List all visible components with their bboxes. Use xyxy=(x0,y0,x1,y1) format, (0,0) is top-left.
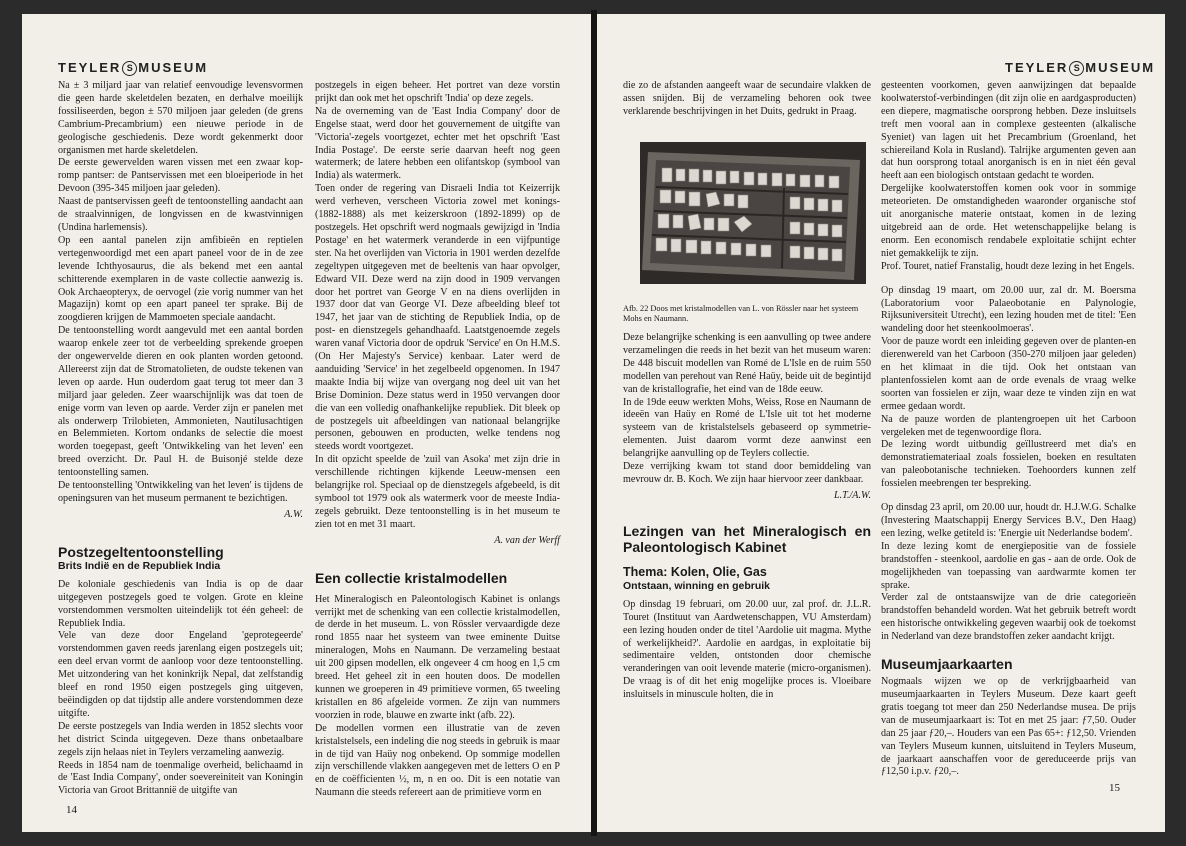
page-number: 14 xyxy=(66,804,77,816)
paragraph: Voor de pauze wordt een inleiding gegeven over de planten-en dierenwereld van het Carboon (350-270 miljoen jaar geleden) en het klimaat in die tijd. Ook het ontstaan van plantenfossielen komt aan de orde evenals de vraag welke soorten van fossielen er zijn, waar deze te vinden zijn en wat ermee gedaan wordt. xyxy=(881,336,1136,412)
paragraph: Toen onder de regering van Disraeli India tot Keizerrijk werd verheven, verscheen Victoria zowel met konings- (1882-1888) als met keizerskroon (1892-1899) op de postzegels. Het opschrift werd nogmaals gewijzigd in 'India Postage' en het watermerk veranderde in een vijfpuntige ster. Na het overlijden van Victoria in 1901 werden dezelfde zegeltypen uitgegeven met de beeltenis van haar opvolger, Edward VII. Deze werd na zijn dood in 1909 vervangen door het portret van George V en na diens overlijden in 1937 door dat van George VI. Deze afbeelding bleef tot 1947, het jaar van de stichting de Republiek India, op de post- en dienstzegels gehandhaafd. Laatstgenoemde zegels waren vanaf Victoria door de opdruk 'Service' en On H.M.S. (On Her Majesty's Service) kenbaar. Later werd de aanduiding 'Service' in het zegelbeeld opgenomen. In 1947 maakte India bij wijze van overgang nog deel uit van het Brise Dominion. Deze status werd in 1950 vervangen door die van een volledig onafhankelijke republiek. Dit bleek op de postzegels uit afbeeldingen van nationaal belangrijke personen, gebouwen en producten, welke tendens nog steeds wordt voortgezet. xyxy=(315,183,560,453)
paragraph: Op dinsdag 19 februari, om 20.00 uur, zal prof. dr. J.L.R. Touret (Instituut van Aardwetenschappen, VU Amsterdam) een lezing houden onder de titel 'Aardolie uit magma. Mythe of werkelijkheid?'. Aardolie en aardgas, in exploitatie bij sedimentaire velden, ontstonden door chemische veranderingen van ooit levende materie (micro-organismen). De vraag is of dit het enig mogelijke proces is. Vloeibare insluitsels in minuscule holten, die in xyxy=(623,598,871,701)
section-title-lezingen: Lezingen van het Mineralogisch en Paleontologisch Kabinet xyxy=(623,522,871,555)
paragraph: Reeds in 1854 nam de toenmalige overheid, belichaamd in de 'East India Company', onder soevereiniteit van Koningin Victoria van Groot Brittannië de uitgifte van xyxy=(58,759,303,797)
paragraph: In dit opzicht speelde de 'zuil van Asoka' met zijn drie in verschillende richtingen kijkende Leeuw-mensen een belangrijke rol. Speciaal op de dienstzegels afgebeeld, is dit symbool tot 1979 ook als watermerk voor de meeste India-zegels gebruikt. Deze tentoonstelling is in het museum te zien tot en met 31 maart. xyxy=(315,454,560,530)
signature: A.W. xyxy=(284,508,303,520)
paragraph: Het Mineralogisch en Paleontologisch Kabinet is onlangs verrijkt met de schenking van een collectie kristalmodellen, de derde in het museum. L. von Rössler vervaardigde deze rond 1855 naar het systeem van twee eminente Duitse mineralogen, Mohs en Naumann. De verzameling bestaat uit 200 gipsen modellen, elk ongeveer 4 cm hoog en 1,5 cm breed. Het geheel zit in een houten doos. De modellen kunnen we groeperen in 49 primitieve vormen, 65 tweeling kristallen en 86 afgeleide vormen. Ze zijn van nummers voorzien in rode, blauwe en zwarte inkt (afb. 22). xyxy=(315,593,560,721)
seal-icon: S xyxy=(1069,61,1084,76)
paragraph: De tentoonstelling wordt aangevuld met een aantal borden waarop enkele zeer tot de verbeelding sprekende groepen der ongewervelde dieren en ook planten worden getoond. Allereerst zijn dat de Stromatolieten, de oudste tekenen van leven op aarde. Hun ouderdom gaat terug tot meer dan 3 miljard jaar geleden. Zeer waarschijnlijk was dat toen de enige vorm van leven op aarde. Verder zijn er panelen met als onderwerp Trilobieten, Ammonieten, Nautilusachtigen en Belemmieten. Kortom ondanks de selectie die moest worden toegepast, geeft 'Ontwikkeling van het leven' een breed overzicht. Dr. Paul H. de Buisonjé stelde deze tentoonstelling samen. xyxy=(58,325,303,479)
seal-icon: S xyxy=(122,61,137,76)
left-column-2 xyxy=(315,80,560,800)
crystal-models-photo xyxy=(640,142,866,284)
paragraph: die zo de afstanden aangeeft waar de secundaire vlakken de assen snijden. Bij de verzameling behoren ook twee verklarende beschrijvingen in het Duits, gedrukt in Praag. xyxy=(623,80,871,117)
paragraph: Op een aantal panelen zijn amfibieën en reptielen vertegenwoordigd met een apart paneel voor de in de zee levende Ichthyosaurus, die als bekend met een aantal schitterende exemplaren in de vaste collectie aanwezig is. Ook Archaeopteryx, de oervogel (zie vorig nummer van het Magazijn) komt op een apart paneel ter sprake. Bij de zoogdieren krijgen de Mammoeten speciale aandacht. xyxy=(58,234,303,324)
teyler-museum-logo: TEYLER S MUSEUM xyxy=(58,60,209,75)
paragraph: De koloniale geschiedenis van India is op de daar uitgegeven postzegels goed te volgen. Grote en kleine vorstendommen versmolten uiteindelijk tot één geheel: de Republiek India. xyxy=(58,578,303,629)
paragraph: Verder zal de ontstaanswijze van de drie categorieën brandstoffen behandeld worden. Wat het gebruik betreft wordt een historische ontwikkeling gegeven waarbij ook de toekomst in Nederland van deze brandstoffen zeker aandacht krijgt. xyxy=(881,592,1136,643)
thema-title: Thema: Kolen, Olie, Gas xyxy=(623,564,767,579)
paragraph: postzegels in eigen beheer. Het portret van deze vorstin prijkt dan ook met het opschrift 'India' op deze zegels. xyxy=(315,80,560,104)
page-number: 15 xyxy=(1109,782,1120,794)
left-column-1 xyxy=(58,80,303,798)
right-column-1-lower xyxy=(623,332,871,702)
paragraph: In de 19de eeuw werkten Mohs, Weiss, Rose en Naumann de ideeën van Haüy en Romé de L'Isle uit tot het moderne systeem van de kristalstelsels gebaseerd op symmetrie-elementen. Juist daarom vormt deze aanwinst een belangrijke aanvulling op de Teylers collectie. xyxy=(623,396,871,460)
paragraph: Prof. Touret, natief Franstalig, houdt deze lezing in het Engels. xyxy=(881,260,1135,272)
paragraph: De tentoonstelling 'Ontwikkeling van het leven' is tijdens de openingsuren van het museum permanent te bezichtigen. xyxy=(58,480,303,504)
paragraph: Na ± 3 miljard jaar van relatief eenvoudige levensvormen die geen harde skeletdelen bezaten, en derhalve moeilijk fossiliseerden, begon ± 570 miljoen jaar geleden (de grens Cambrium-Precambrium) een nieuwe periode in de geologische geschiedenis. Deze wordt gekenmerkt door organismen met harde skeletdelen. xyxy=(58,80,303,156)
paragraph: Op dinsdag 19 maart, om 20.00 uur, zal dr. M. Boersma (Laboratorium voor Palaeobotanie en Palynologie, Rijksuniversiteit Utrecht), een lezing houden met de titel: 'Een wandeling door het steenkoolmoeras'. xyxy=(881,284,1136,335)
paragraph: Deze belangrijke schenking is een aanvulling op twee andere verzamelingen die reeds in het bezit van het museum waren: De 448 biscuit modellen van Romé de L'Isle en de ruim 550 modellen van perehout van René Haüy, beide uit de begintijd van de kristallografie, het eind van de 18de eeuw. xyxy=(623,332,871,395)
signature: L.T./A.W. xyxy=(833,489,871,501)
thema-subtitle: Ontstaan, winning en gebruik xyxy=(623,579,771,592)
paragraph: De modellen vormen een illustratie van de zeven kristalstelsels, een indeling die nog steeds in gebruik is maar in de tijd van Haüy nog onbekend. Op sommige modellen zijn verschillende vlakken aangegeven met de letters O en P en de coëfficienten ½, m, n en oo. Dit is een notatie van Naumann die steeds refereert aan de primitieve vorm en xyxy=(315,722,560,799)
paragraph: Vele van deze door Engeland 'geprotegeerde' vorstendommen gaven reeds jarenlang eigen postzegels uit; een deel ervan vormt de aanloop voor deze tentoonstelling. Met uitzondering van het koninkrijk Nepal, dat zelfstandig bleef en rond 1950 eigen postzegels ging uitgeven, beëindigden op dat tijdstip alle andere vorstendommen deze uitgifte. xyxy=(58,630,303,719)
section-title-postzegel: Postzegeltentoonstelling xyxy=(58,543,224,560)
paragraph: De eerste gewervelden waren vissen met een zwaar kop-romp pantser: de Pantservissen met een bloeiperiode in het Devoon (395-345 miljoen jaar geleden). xyxy=(58,157,303,195)
paragraph: De lezing wordt uitbundig geïllustreerd met dia's en demonstratiemateriaal zoals fossielen, boeken en resultaten van paleobotanische technieken. Toehoorders kunnen zelf fossielen meebrengen ter bespreking. xyxy=(881,439,1136,490)
right-column-1 xyxy=(623,80,871,119)
paragraph: In deze lezing komt de energiepositie van de fossiele brandstoffen - steenkool, aardolie en gas - aan de orde. Ook de mogelijkheden van toepassing van aardwarmte komen ter sprake. xyxy=(881,540,1136,591)
section-title-museumjaarkaarten: Museumjaarkaarten xyxy=(881,656,1013,673)
figure-caption: Afb. 22 Doos met kristalmodellen van L. von Rössler naar het systeem Mohs en Naumann. xyxy=(623,304,859,323)
paragraph: Nogmaals wijzen we op de verkrijgbaarheid van museumjaarkaarten in Teylers Museum. Deze kaart geeft gratis toegang tot meer dan 250 Nederlandse musea. De prijs van de museumjaarkaart is: Tot en met 25 jaar: ƒ7,50. Ouder dan 25 jaar ƒ20,–. Houders van een Pas 65+: ƒ12,50. Vrienden van Teylers Museum kunnen, uitsluitend in Teylers Museum, de jaarkaart aanschaffen voor de gereduceerde prijs van ƒ12,50 i.p.v. ƒ20,–. xyxy=(881,676,1136,778)
paragraph: Op dinsdag 23 april, om 20.00 uur, houdt dr. H.J.W.G. Schalke (Investering Maatschappij Energy Services B.V., Den Haag) een lezing, welke getiteld is: 'Energie uit Nederlandse bodem'. xyxy=(881,502,1136,539)
paragraph: Dergelijke koolwaterstoffen komen ook voor in sommige meteorieten. De omstandigheden waaronder organische stof uit anorganische materie ontstaat, komen in de lezing uitgebreid aan de orde. Het wetenschappelijke belang is enorm. Een economisch rendabele exploitatie schijnt echter niet gemakkelijk te zijn. xyxy=(881,183,1136,259)
left-page xyxy=(22,14,591,832)
signature: A. van der Werff xyxy=(494,534,560,546)
right-page xyxy=(597,14,1165,832)
section-title-kristal: Een collectie kristalmodellen xyxy=(315,569,508,586)
right-column-2 xyxy=(881,80,1136,779)
paragraph: De eerste postzegels van India werden in 1852 slechts voor het district Scinda uitgegeven. Deze thans onbetaalbare zegels zijn helaas niet in Teylers verzameling aanwezig. xyxy=(58,720,303,758)
paragraph: gesteenten voorkomen, geven aanwijzingen dat bepaalde koolwaterstof-verbindingen (dit zijn olie en aardgasproducten) een diepere, magmatische oorsprong hebben. Deze insluitsels treft men vooral aan in complexe gesteenten (alkalische Syeniet) van lagen uit het Precambrium (Groenland, het schiereiland Kola in Rusland). Talrijke argumenten geven aan dat hun oorsprong totaal anorganisch is en in niet één geval heeft aan een biologisch ontstaan gedacht te worden. xyxy=(881,80,1136,182)
paragraph: Na de pauze worden de plantengroepen uit het Carboon vergeleken met de tegenwoordige flora. xyxy=(881,413,1136,438)
paragraph: Na de overneming van de 'East India Company' door de Engelse staat, werd door het gouvernement de uitgifte van 'Victoria'-zegels voortgezet, echter met het opschrift 'East India Postage'. De eerste serie daarvan heeft nog geen watermerk; de latere hebben een olifantskop (symbool van India) als watermerk. xyxy=(315,105,560,182)
teyler-museum-logo: TEYLER S MUSEUM xyxy=(1005,60,1156,75)
section-subtitle: Brits Indië en de Republiek India xyxy=(58,559,221,572)
paragraph: Deze verrijking kwam tot stand door bemiddeling van mevrouw dr. B. Koch. We zijn haar hiervoor zeer dankbaar. xyxy=(623,461,871,485)
paragraph: Naast de pantservissen geeft de tentoonstelling aandacht aan de straalvinnigen, de longvissen en de kwastvinnigen (Undina harlemensis). xyxy=(58,196,303,233)
